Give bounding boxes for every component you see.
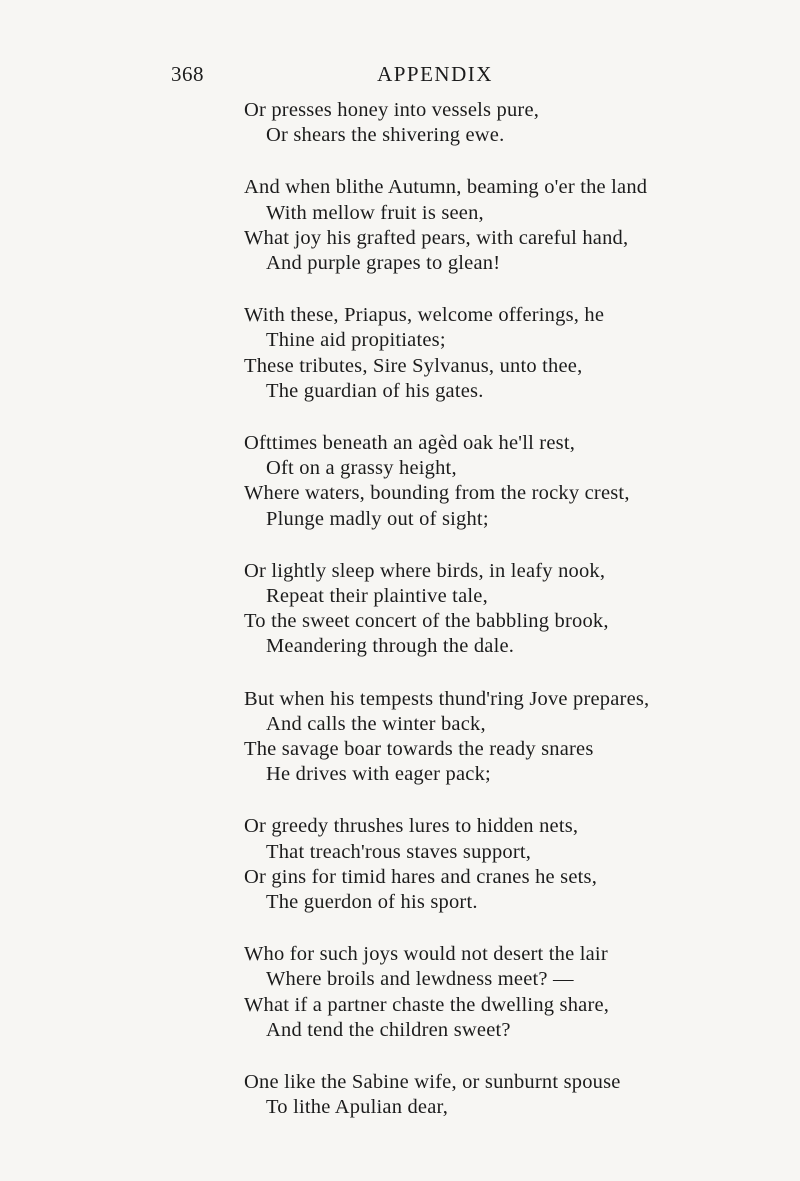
stanza [244,431,764,532]
stanza [244,814,764,915]
poem-line: These tributes, Sire Sylvanus, unto thee, [244,354,583,377]
poem-line: He drives with eager pack; [266,763,491,786]
poem-line: To the sweet concert of the babbling brook, [244,610,609,633]
poem-line: Or presses honey into vessels pure, [244,99,540,121]
poem-line: Ofttimes beneath an agèd oak he'll rest, [244,432,576,455]
poem-line: Plunge madly out of sight; [266,507,489,530]
stanza [244,559,764,660]
page-number: 368 [171,62,204,86]
poem-line: To lithe Apulian dear, [266,1096,449,1119]
poem-line: The savage boar towards the ready snares [244,738,594,761]
poem-line: But when his tempests thund'ring Jove prepares, [244,687,650,710]
stanza [244,942,764,1043]
poem-line: Or lightly sleep where birds, in leafy nook, [244,559,606,582]
poem-line: Repeat their plaintive tale, [266,585,488,608]
poem-line: And tend the children sweet? [266,1018,511,1041]
poem-line: The guerdon of his sport. [266,891,478,914]
stanza [244,1070,764,1120]
poem-line: And purple grapes to glean! [266,252,501,275]
poem-line: Where broils and lewdness meet? — [266,968,574,991]
poem-line: What joy his grafted pears, with careful hand, [244,226,629,249]
stanza [244,687,764,788]
poem-line: That treach'rous staves support, [266,840,532,863]
poem-line: The guardian of his gates. [266,379,484,402]
poem-line: Or greedy thrushes lures to hidden nets, [244,815,579,838]
poem-line: Meandering through the dale. [266,635,515,658]
poem-body [244,98,764,1148]
poem-line: Who for such joys would not desert the lair [244,943,608,966]
poem-line: And when blithe Autumn, beaming o'er the land [244,176,648,199]
stanza [244,175,764,276]
stanza [244,303,764,404]
poem-line: Oft on a grassy height, [266,457,457,480]
poem-line: And calls the winter back, [266,712,486,735]
poem-line: With mellow fruit is seen, [266,201,484,224]
running-head: APPENDIX [377,62,493,86]
poem-line: One like the Sabine wife, or sunburnt spouse [244,1071,621,1094]
poem-line: What if a partner chaste the dwelling share, [244,993,610,1016]
poem-line: Thine aid propitiates; [266,329,446,352]
poem-line: Or shears the shivering ewe. [266,124,505,147]
poem-line: Or gins for timid hares and cranes he sets, [244,865,598,888]
poem-line: Where waters, bounding from the rocky crest, [244,482,630,505]
poem-line: With these, Priapus, welcome offerings, he [244,304,605,327]
stanza [244,98,764,148]
